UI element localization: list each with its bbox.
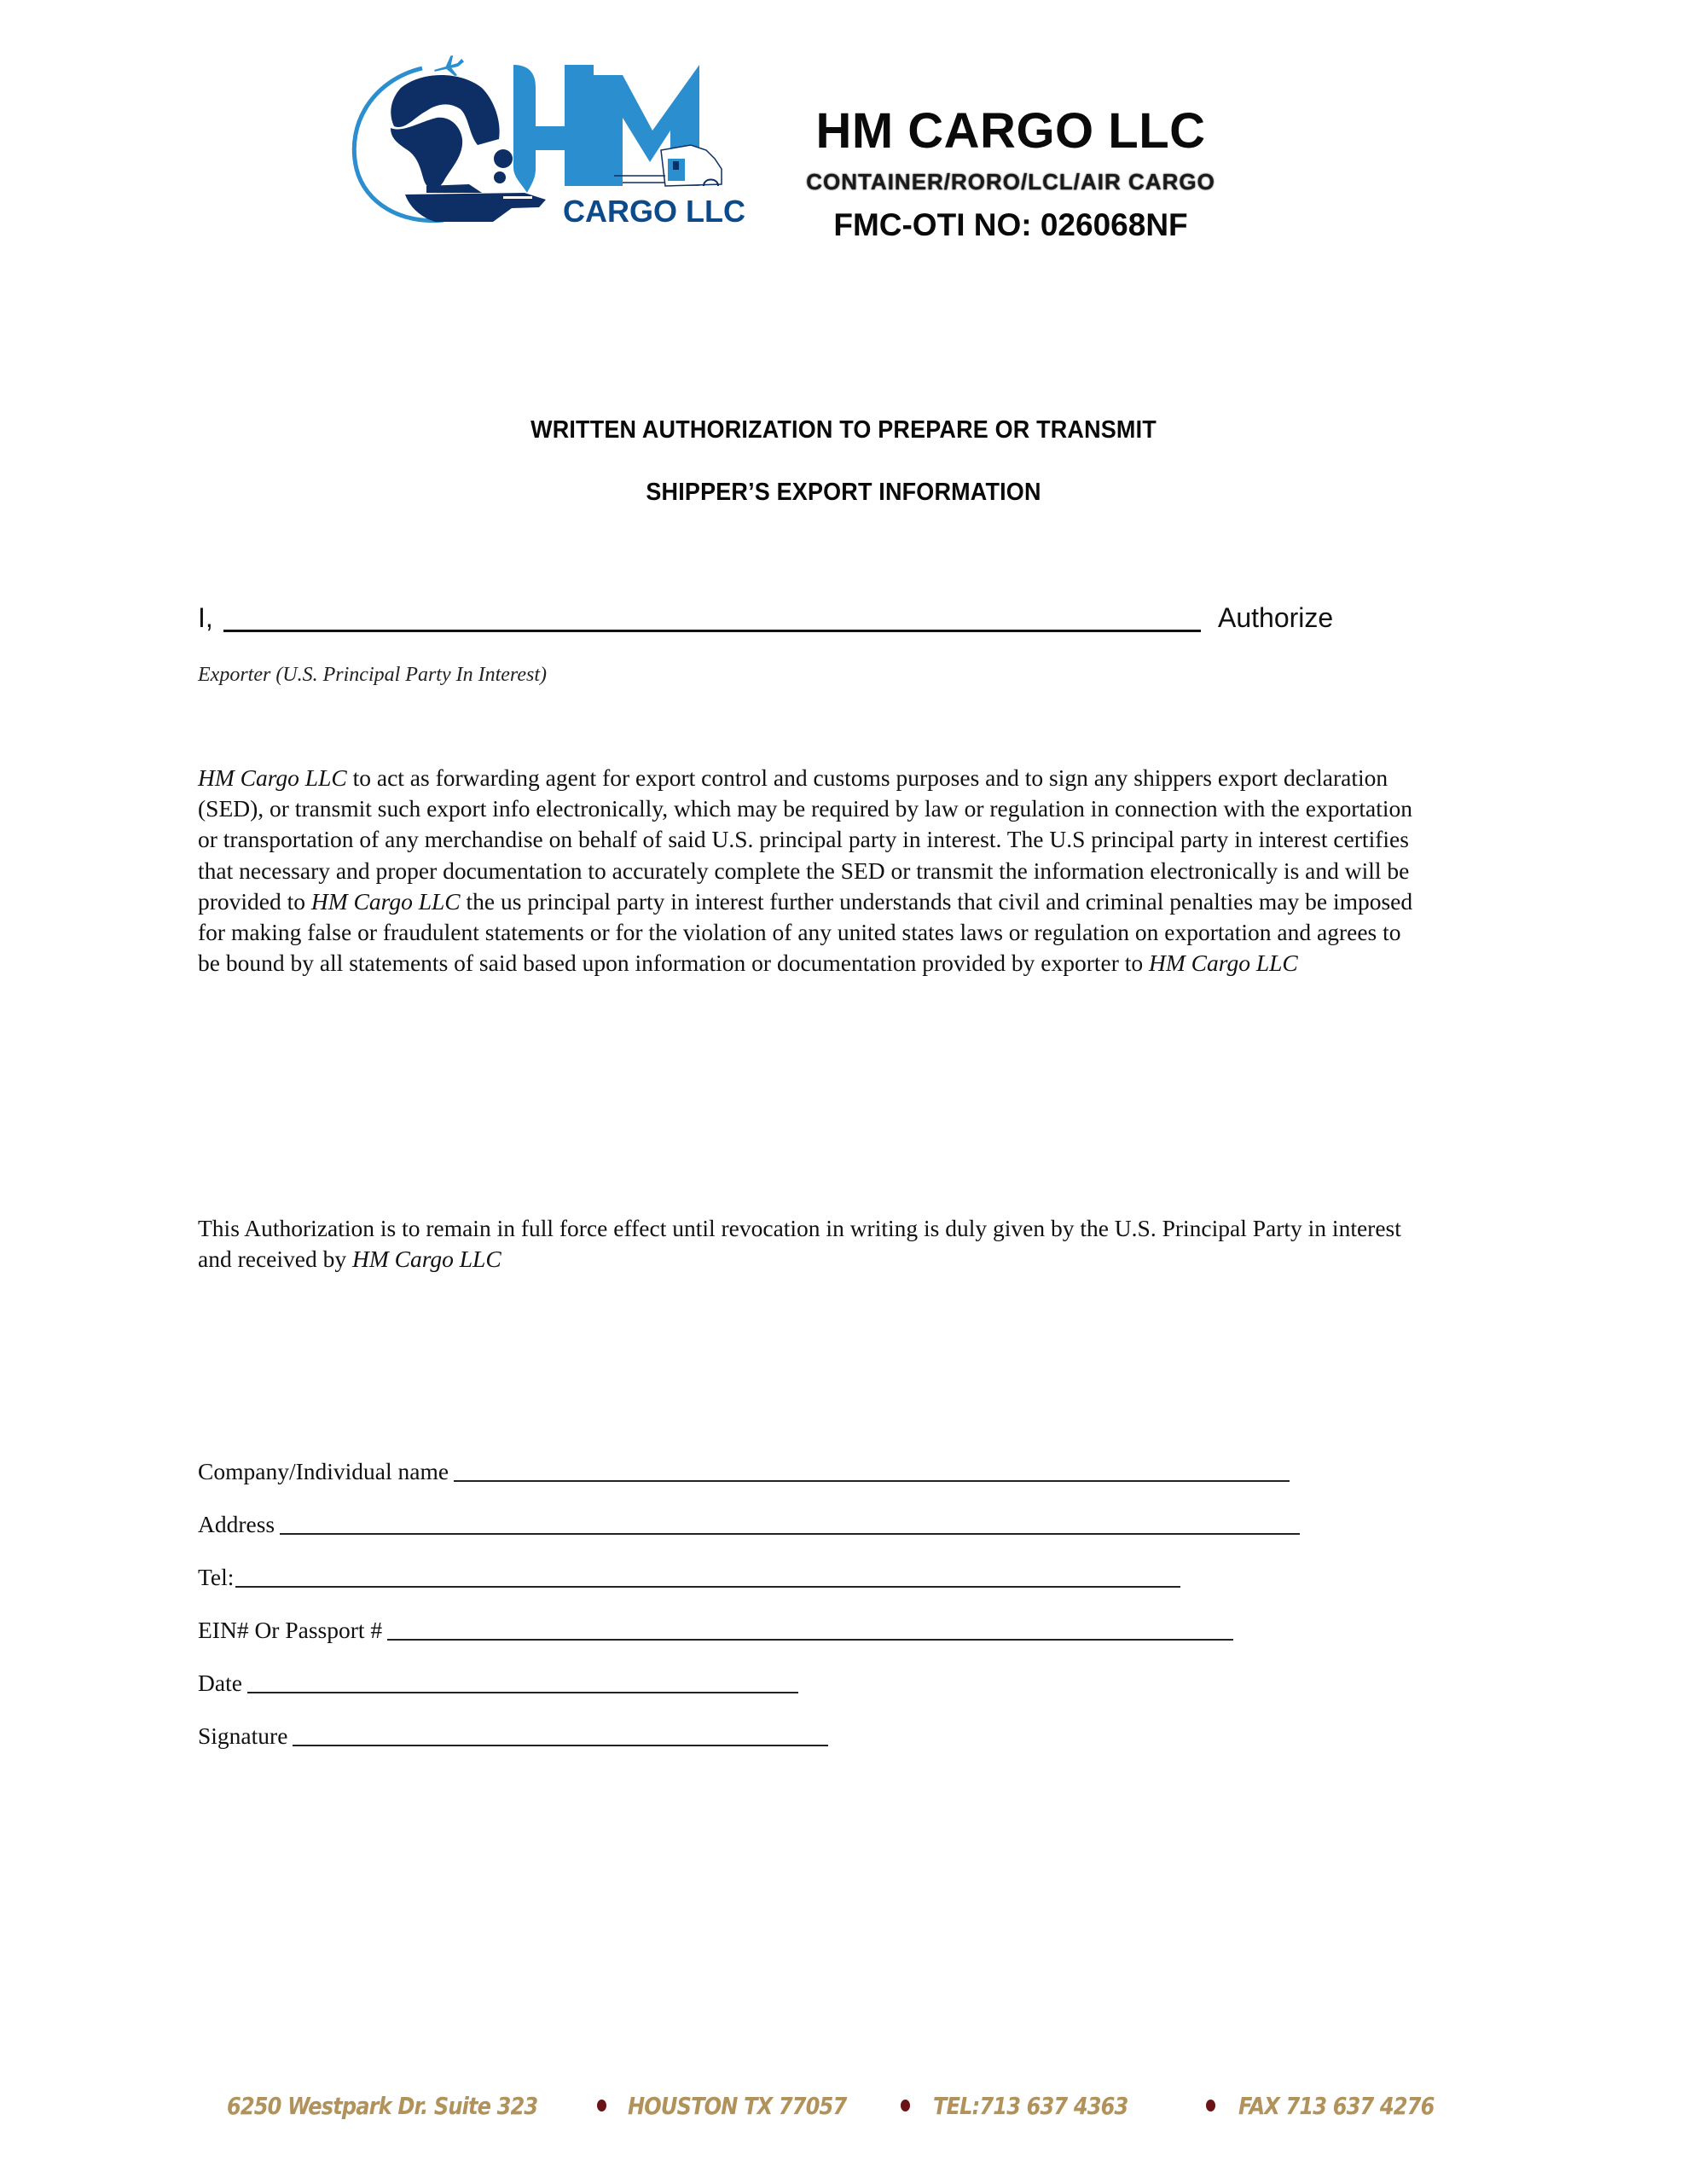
bullet-icon [597,2100,606,2111]
authorization-paragraph [198,763,1494,979]
footer-city: HOUSTON TX 77057 [628,2091,847,2120]
paragraph-text: that necessary and proper documentation to accurately complete the SED or transmit the information electronically is and will be [198,857,1410,884]
company-name-italic: HM Cargo LLC [351,1246,501,1273]
date-row [198,1669,798,1698]
ein-passport-row [198,1616,1233,1645]
logo-cargo-llc-text: CARGO LLC [563,194,745,229]
signature-row [198,1722,828,1751]
revocation-paragraph [198,1213,1494,1275]
services-tagline: CONTAINER/RORO/LCL/AIR CARGO [806,169,1215,195]
paragraph-line [198,763,1494,793]
paragraph-line [198,1213,1494,1244]
paragraph-text: provided to [198,887,311,915]
company-logo [341,49,745,229]
paragraph-text: (SED), or transmit such export info electronically, which may be required by law or regulation in connection with the exportation [198,795,1412,822]
paragraph-text: the us principal party in interest further understands that civil and criminal penalties may be imposed [460,887,1413,915]
tel-row [198,1563,1180,1592]
ein-passport-field[interactable] [387,1639,1233,1641]
logo-letter-h [513,65,594,193]
ship-icon [405,184,546,222]
paragraph-line [198,948,1494,979]
paragraph-text: or transportation of any merchandise on behalf of said U.S. principal party in interest. The U.S principal party in interest certifies [198,826,1409,853]
paragraph-line [198,886,1494,917]
paragraph-line [198,793,1494,824]
authorize-suffix: Authorize [1218,602,1334,633]
paragraph-text: be bound by all statements of said based upon information or documentation provided by exporter to [198,950,1150,977]
paragraph-text: This Authorization is to remain in full force effect until revocation in writing is duly given by the U.S. Principal Party in interest [198,1215,1401,1241]
tel-label: Tel: [198,1564,235,1590]
truck-icon [614,145,722,186]
date-label: Date [198,1670,242,1696]
bubble-icon [494,171,506,183]
company-name-field[interactable] [454,1480,1290,1482]
address-row [198,1510,1300,1539]
company-name-italic: HM Cargo LLC [198,764,347,791]
document-title-line1: WRITTEN AUTHORIZATION TO PREPARE OR TRANSMIT [530,416,1157,444]
bullet-icon [1206,2100,1215,2111]
tel-field[interactable] [235,1586,1180,1588]
footer-fax: FAX 713 637 4276 [1238,2091,1435,2120]
signature-field[interactable] [293,1745,828,1746]
paragraph-line [198,1244,1494,1275]
paragraph-line [198,856,1494,886]
address-label: Address [198,1511,275,1537]
company-name-italic: HM Cargo LLC [310,887,461,915]
company-name-label: Company/Individual name [198,1458,449,1484]
footer-address: 6250 Westpark Dr. Suite 323 [227,2091,538,2120]
paragraph-line [198,824,1494,855]
address-field[interactable] [280,1533,1300,1535]
exporter-name-field[interactable] [223,630,1201,632]
document-title-line2: SHIPPER’S EXPORT INFORMATION [646,479,1041,506]
exporter-label: Exporter (U.S. Principal Party In Interest) [198,664,548,686]
fmc-license-number: FMC-OTI NO: 026068NF [833,207,1188,242]
date-field[interactable] [247,1692,798,1693]
footer-tel: TEL:713 637 4363 [933,2091,1128,2120]
paragraph-text: for making false or fraudulent statements or for the violation of any united states laws or regulation on exportation and agrees to [198,919,1401,946]
paragraph-line [198,917,1494,948]
globe-icon [391,75,500,189]
paragraph-text: to act as forwarding agent for export control and customs purposes and to sign any shippers export declaration [346,764,1388,791]
company-name-italic: HM Cargo LLC [1149,950,1298,977]
bullet-icon [901,2100,910,2111]
authorize-prefix: I, [198,602,213,633]
ein-passport-label: EIN# Or Passport # [198,1617,383,1643]
company-name-row [198,1457,1290,1486]
paragraph-text: and received by [198,1246,352,1273]
company-name: HM CARGO LLC [815,103,1206,159]
signature-label: Signature [198,1722,288,1749]
bubble-icon [494,149,513,168]
